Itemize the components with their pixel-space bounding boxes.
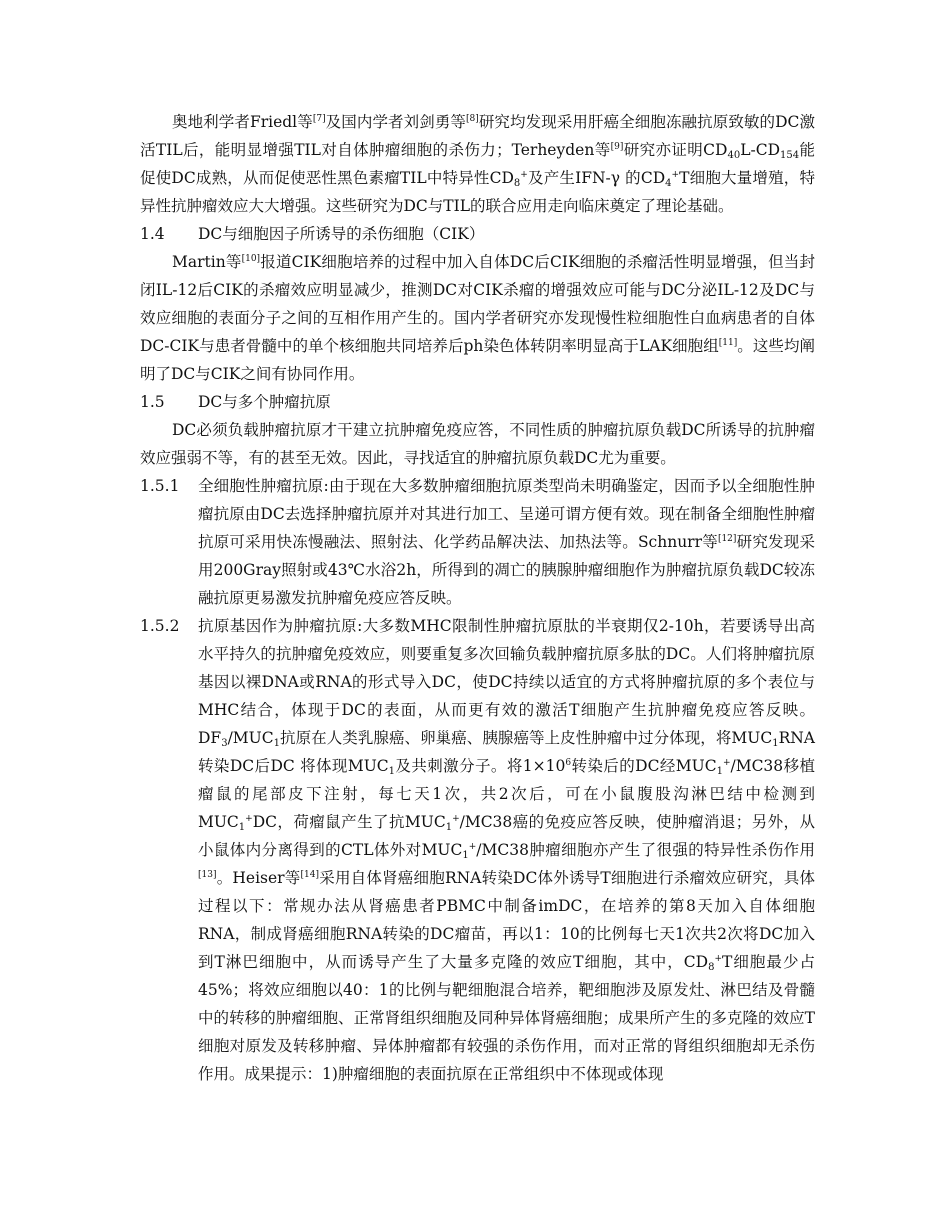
subsection-body (198, 472, 815, 612)
text: RNA转染DC后DC 将体现MUC (198, 729, 815, 775)
superscript: + (520, 170, 528, 180)
subscript: 154 (780, 150, 800, 161)
subsection-1-5-2 (140, 612, 815, 1088)
text: 转染后的DC经MUC (571, 757, 717, 775)
subsection-number: 1.5.2 (140, 617, 180, 635)
superscript: + (468, 842, 477, 852)
text: 研究亦证明CD (623, 141, 728, 159)
text: DC必须负载肿瘤抗原才干建立抗肿瘤免疫应答，不同性质的肿瘤抗原负载DC所诱导的抗肿瘤效应强弱不等，有的甚至无效。因此，寻找适宜的肿瘤抗原负载DC尤为重要。 (140, 421, 815, 467)
section-title: DC与细胞因子所诱导的杀伤细胞（CIK） (198, 225, 485, 243)
text: 奥地利学者Friedl等 (172, 113, 313, 131)
paragraph-friedl (140, 108, 815, 220)
citation-ref: [13] (198, 870, 217, 880)
section-number: 1.4 (140, 225, 165, 243)
superscript: + (714, 954, 722, 964)
superscript: + (452, 814, 460, 824)
text: 及国内学者刘剑勇等 (325, 113, 466, 131)
subscript: 4 (665, 178, 672, 189)
subscript: 1 (716, 766, 723, 777)
text: /MC38癌的免疫应答反映，使肿瘤消退；另外，从小鼠体内分离得到的CTL体外对MUC (198, 813, 815, 859)
citation-ref: [11] (718, 338, 738, 348)
text: /MC38移植瘤鼠的尾部皮下注射，每七天1次，共2次后，可在小鼠腹股沟淋巴结中检测到MUC (198, 757, 815, 831)
subscript: 1 (273, 738, 280, 749)
paragraph-martin (140, 248, 815, 388)
superscript: + (722, 758, 731, 768)
citation-ref: [14] (300, 870, 320, 880)
text: 报道CIK细胞培养的过程中加入自体DC后CIK细胞的杀瘤活性明显增强，但当封闭IL-12后CIK的杀瘤效应明显减少，推测DC对CIK杀瘤的增强效应可能与DC分泌IL-12及DC与效应细胞的表面分子之间的互相作用产生的。国内学者研究亦发现慢性粒细胞性白血病患者的自体DC-CIK与患者骨髓中的单个核细胞共同培养后ph染色体转阴率明显高于LAK细胞组 (140, 253, 815, 355)
subsection-number: 1.5.1 (140, 477, 180, 495)
subscript: 1 (772, 738, 779, 749)
subscript: 3 (221, 738, 228, 749)
subscript: 1 (462, 850, 469, 861)
section-heading-1-4 (140, 220, 815, 248)
subscript: 40 (727, 150, 741, 161)
text: 抗原在人类乳腺癌、卵巢癌、胰腺癌等上皮性肿瘤中过分体现，将MUC (279, 729, 773, 747)
subscript: 1 (445, 822, 453, 833)
text: T细胞大量增殖，特异性抗肿瘤效应大大增强。这些研究为DC与TIL的联合应用走向临床奠定了理论基础。 (140, 169, 815, 215)
text: 。这些均阐明了DC与CIK之间有协同作用。 (140, 337, 815, 383)
citation-ref: [7] (312, 114, 326, 124)
citation-ref: [8] (466, 114, 479, 124)
superscript: + (671, 170, 680, 180)
citation-ref: [9] (610, 142, 624, 152)
text: DC，荷瘤鼠产生了抗MUC (252, 813, 446, 831)
superscript: + (245, 814, 253, 824)
section-heading-1-5 (140, 388, 815, 416)
section-title: DC与多个肿瘤抗原 (198, 393, 331, 411)
text: 全细胞性肿瘤抗原:由于现在大多数肿瘤细胞抗原类型尚未明确鉴定，因而予以全细胞性肿瘤抗原由DC去选择肿瘤抗原并对其进行加工、呈递可谓方便有效。现在制备全细胞性肿瘤抗原可采用快冻慢融法、照射法、化学药品解决法、加热法等。Schnurr等 (198, 477, 815, 551)
paragraph-dc-antigen (140, 416, 815, 472)
superscript: 6 (565, 758, 572, 768)
text: T细胞最少占45%；将效应细胞以40：1的比例与靶细胞混合培养，靶细胞涉及原发灶、淋巴结及骨髓中的转移的肿瘤细胞、正常肾组织细胞及同种异体肾癌细胞；成果所产生的多克隆的效应T细胞对原发及转移肿瘤、异体肿瘤都有较强的杀伤作用，而对正常的肾组织细胞却无杀伤作用。成果提示：1)肿瘤细胞的表面抗原在正常组织中不体现或体现 (198, 953, 816, 1083)
subsection-body (198, 612, 815, 1088)
subscript: 1 (238, 822, 246, 833)
subsection-1-5-1 (140, 472, 815, 612)
text: 能促使DC成熟，从而促使恶性黑色素瘤TIL中特异性CD (140, 141, 815, 187)
text: 研究均发现采用肝癌全细胞冻融抗原致敏的DC激活TIL后，能明显增强TIL对自体肿瘤细胞的杀伤力；Terheyden等 (140, 113, 815, 159)
text: 采用自体肾癌细胞RNA转染DC体外诱导T细胞进行杀瘤效应研究，具体过程以下：常规办法从肾癌患者PBMC中制备imDC，在培养的第8天加入自体细胞RNA，制成肾癌细胞RNA转染的DC瘤苗，再以1：10的比例每七天1次共2次将DC加入到T淋巴细胞中，从而诱导产生了大量多克隆的效应T细胞，其中，CD (198, 869, 815, 971)
subscript: 8 (708, 962, 715, 973)
section-number: 1.5 (140, 393, 165, 411)
text: 抗原基因作为肿瘤抗原:大多数MHC限制性肿瘤抗原肽的半衰期仅2-10h，若要诱导出高水平持久的抗肿瘤免疫效应，则要重复多次回输负载肿瘤抗原多肽的DC。人们将肿瘤抗原基因以裸DNA或RNA的形式导入DC，使DC持续以适宜的方式将肿瘤抗原的多个表位与MHC结合，体现于DC的表面，从而更有效的激活T细胞产生抗肿瘤免疫应答反映。DF (198, 617, 815, 747)
text: Martin等 (172, 253, 242, 271)
subscript: 1 (388, 766, 395, 777)
citation-ref: [10] (241, 254, 261, 264)
text: 。Heiser等 (216, 869, 301, 887)
text: 及产生IFN-γ 的CD (527, 169, 666, 187)
subscript: 8 (513, 178, 521, 189)
text: 研究发现采用200Gray照射或43℃水浴2h，所得到的凋亡的胰腺肿瘤细胞作为肿瘤抗原负载DC较冻融抗原更易激发抗肿瘤免疫应答反映。 (198, 533, 815, 607)
text: L-CD (740, 141, 781, 159)
text: /MUC (227, 729, 274, 747)
text: /MC38肿瘤细胞亦产生了很强的特异性杀伤作用 (476, 841, 815, 859)
text: 及共刺激分子。将1×10 (395, 757, 566, 775)
citation-ref: [12] (717, 534, 737, 544)
